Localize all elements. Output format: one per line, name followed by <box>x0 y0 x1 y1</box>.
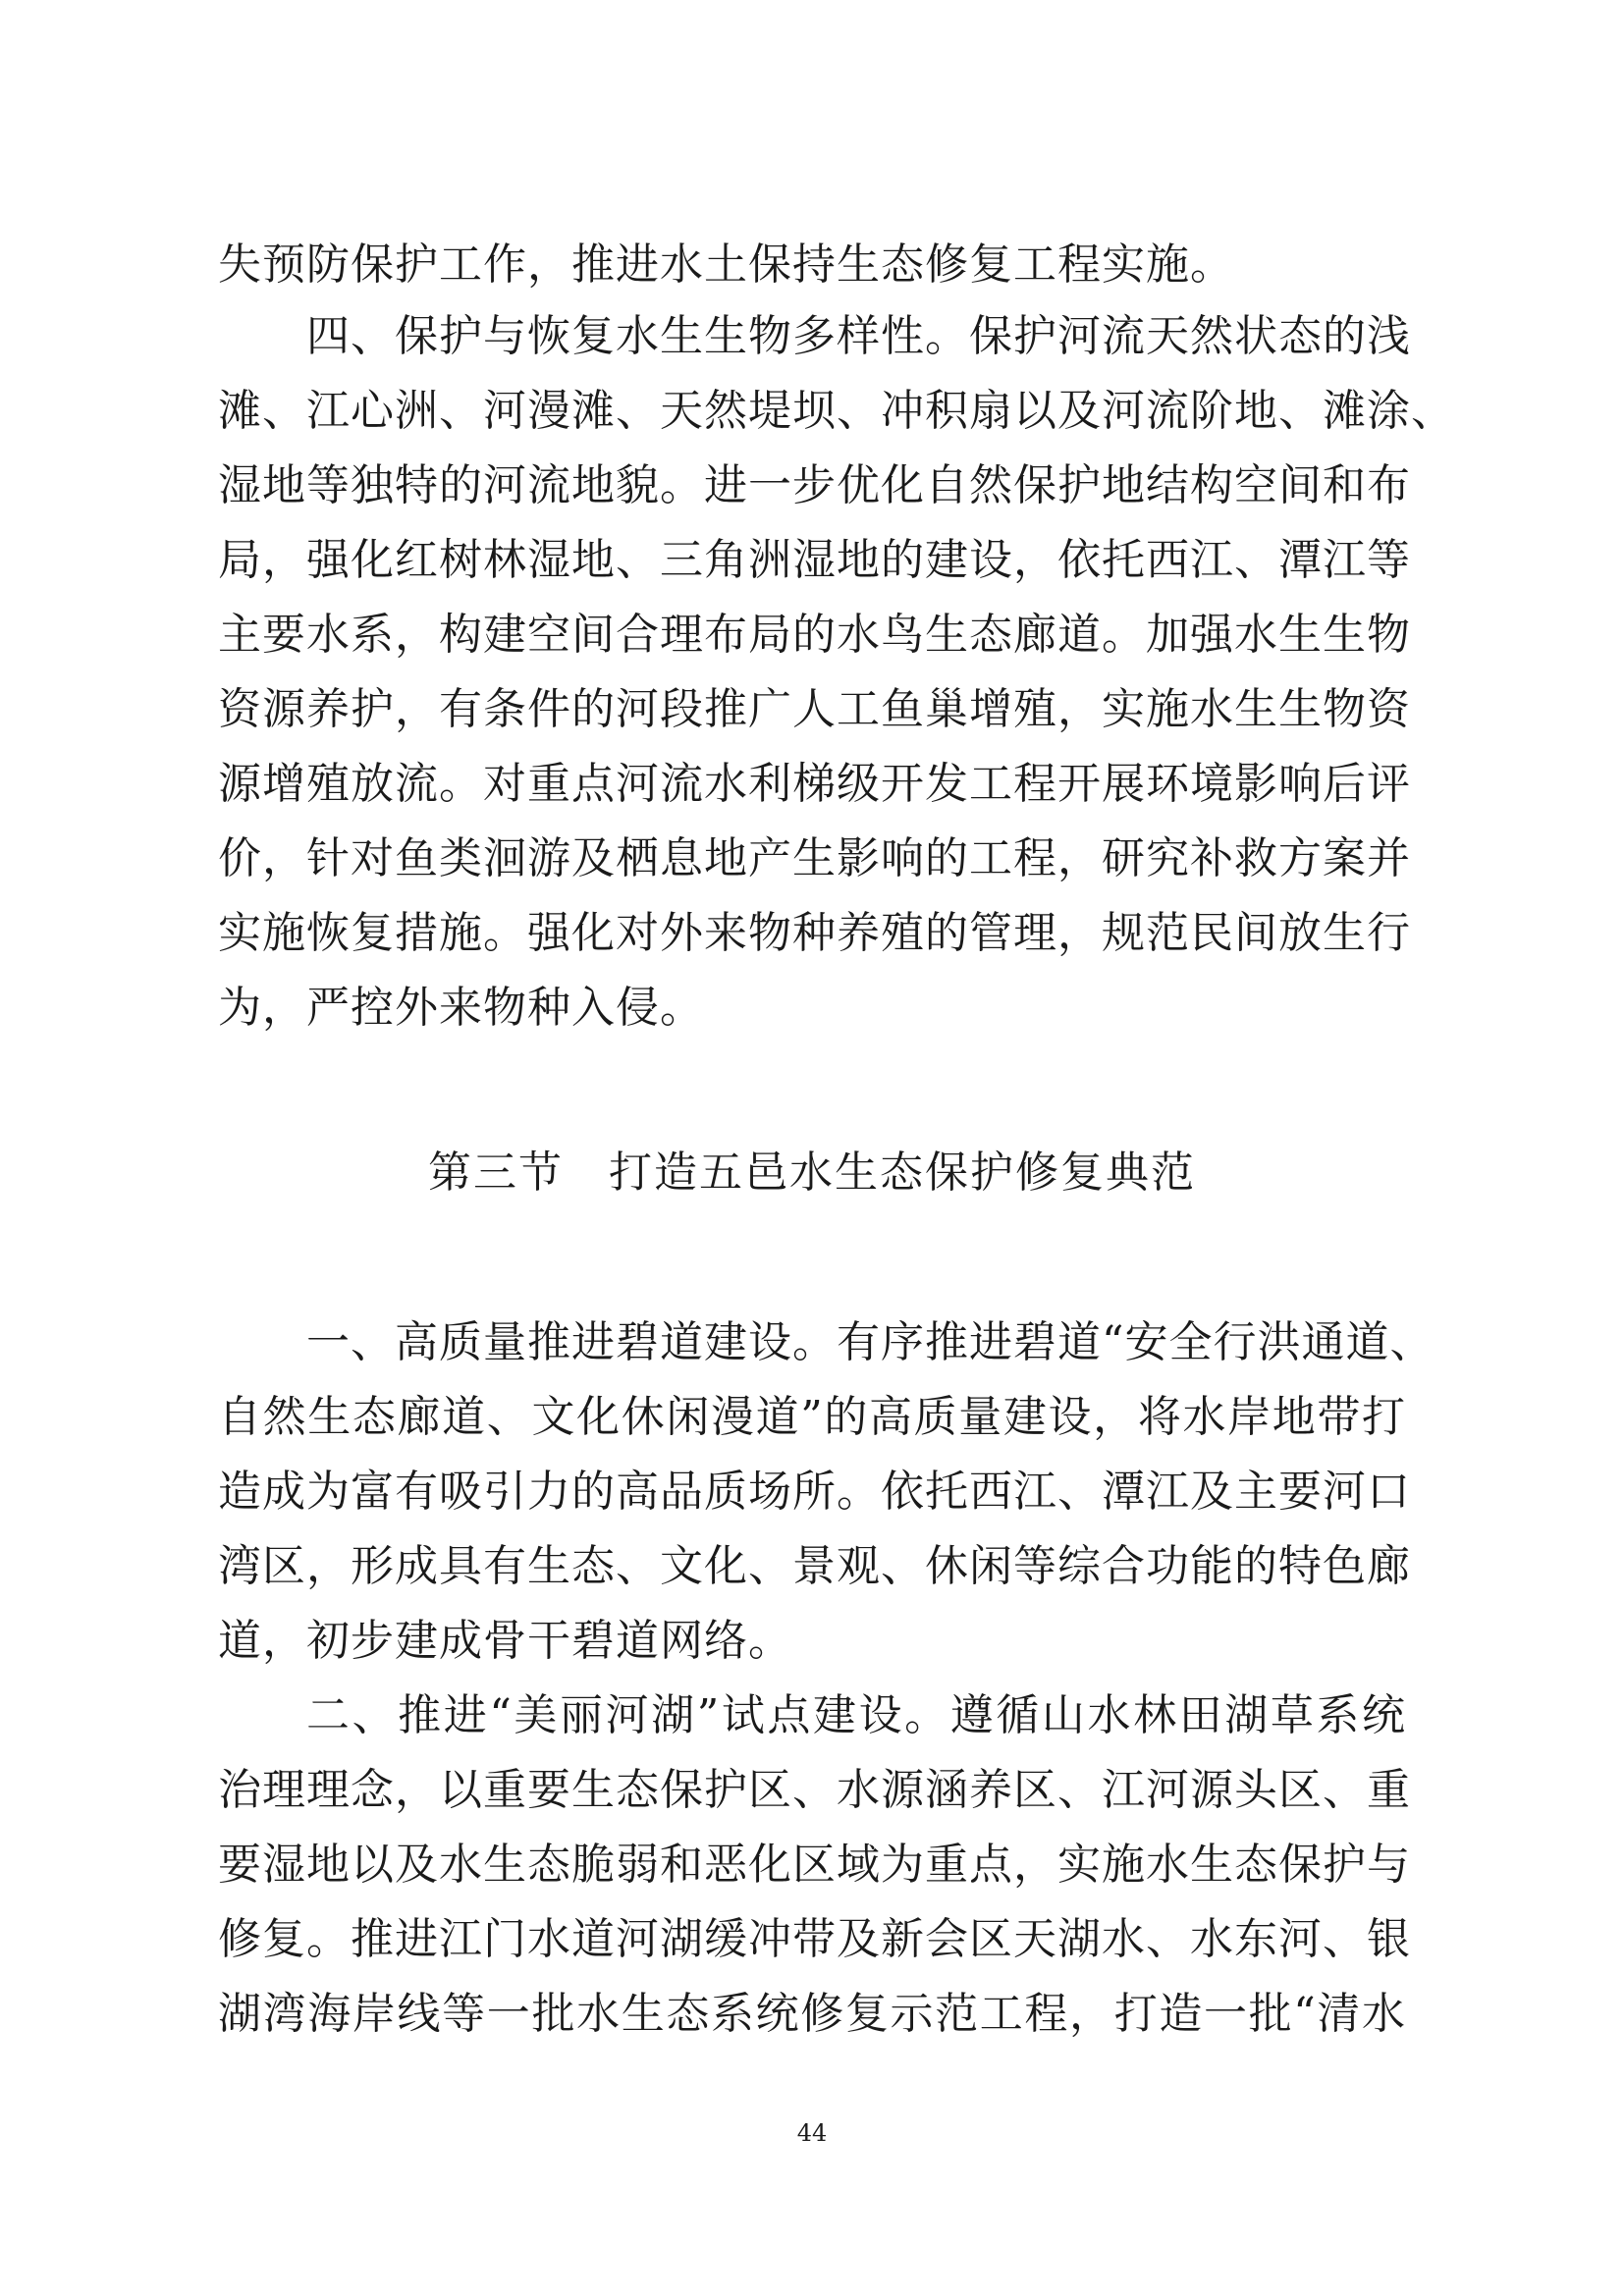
text-line: 价，针对鱼类洄游及栖息地产生影响的工程，研究补救方案并 <box>218 833 1411 883</box>
text-line: 自然生态廊道、文化休闲漫道”的高质量建设，将水岸地带打 <box>218 1392 1406 1442</box>
text-line: 道，初步建成骨干碧道网络。 <box>218 1616 792 1666</box>
section-heading: 第三节 打造五邑水生态保护修复典范 <box>428 1148 1196 1198</box>
text-line: 湖湾海岸线等一批水生态系统修复示范工程，打造一批“清水 <box>218 1989 1406 2039</box>
text-line: 四、保护与恢复水生生物多样性。保护河流天然状态的浅 <box>306 311 1411 361</box>
text-line: 实施恢复措施。强化对外来物种养殖的管理，规范民间放生行 <box>218 908 1411 958</box>
text-line: 主要水系，构建空间合理布局的水鸟生态廊道。加强水生生物 <box>218 610 1411 660</box>
text-line: 源增殖放流。对重点河流水利梯级开发工程开展环境影响后评 <box>218 759 1411 809</box>
text-line: 滩、江心洲、河漫滩、天然堤坝、冲积扇以及河流阶地、滩涂、 <box>218 386 1455 436</box>
text-line: 失预防保护工作，推进水土保持生态修复工程实施。 <box>218 240 1234 290</box>
text-line: 造成为富有吸引力的高品质场所。依托西江、潭江及主要河口 <box>218 1467 1411 1517</box>
text-line: 为，严控外来物种入侵。 <box>218 983 704 1033</box>
text-line: 资源养护，有条件的河段推广人工鱼巢增殖，实施水生生物资 <box>218 684 1411 734</box>
page-number: 44 <box>796 2119 828 2147</box>
text-line: 要湿地以及水生态脆弱和恶化区域为重点，实施水生态保护与 <box>218 1840 1411 1890</box>
text-line: 局，强化红树林湿地、三角洲湿地的建设，依托西江、潭江等 <box>218 535 1411 585</box>
text-line: 湾区，形成具有生态、文化、景观、休闲等综合功能的特色廊 <box>218 1541 1411 1591</box>
text-line: 一、高质量推进碧道建设。有序推进碧道“安全行洪通道、 <box>306 1317 1435 1367</box>
text-line: 湿地等独特的河流地貌。进一步优化自然保护地结构空间和布 <box>218 460 1411 510</box>
text-line: 治理理念，以重要生态保护区、水源涵养区、江河源头区、重 <box>218 1765 1411 1815</box>
text-line: 修复。推进江门水道河湖缓冲带及新会区天湖水、水东河、银 <box>218 1914 1411 1964</box>
text-line: 二、推进“美丽河湖”试点建设。遵循山水林田湖草系统 <box>306 1690 1406 1740</box>
